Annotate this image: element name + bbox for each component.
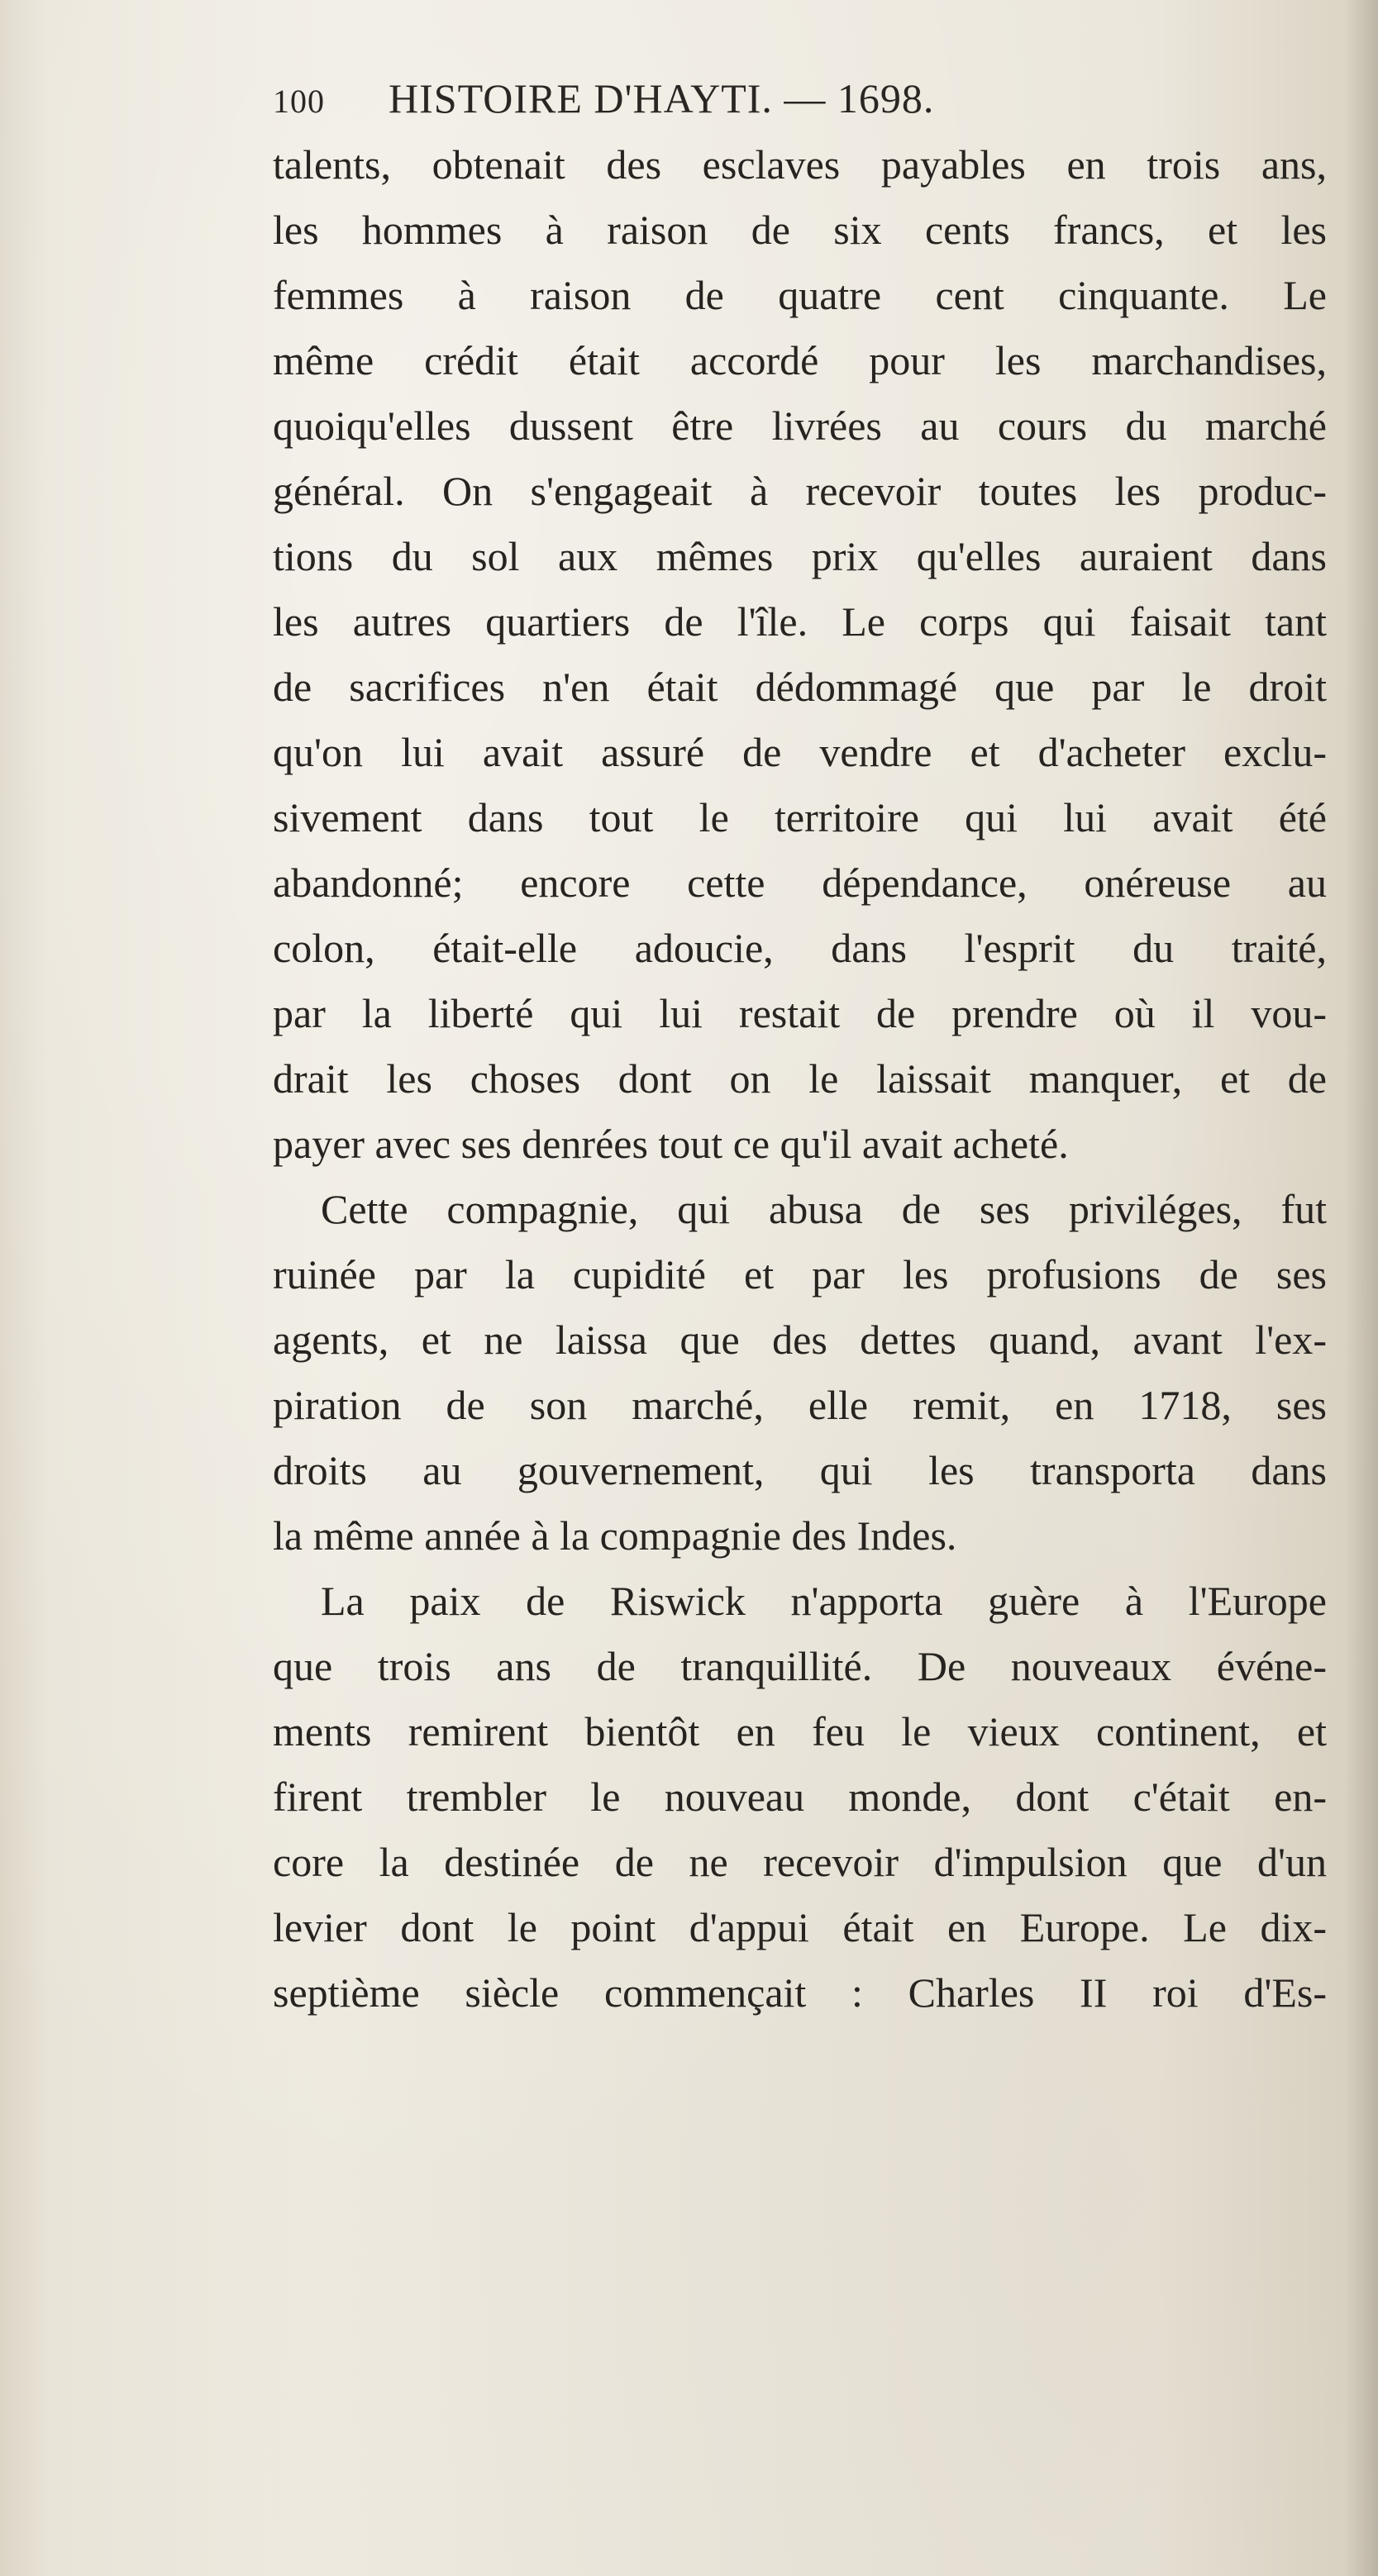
text-line: qu'on lui avait assuré de vendre et d'acheter exclu- <box>273 729 1327 775</box>
text-line: ments remirent bientôt en feu le vieux continent, et <box>273 1708 1327 1755</box>
text-line: par la liberté qui lui restait de prendre où il vou- <box>273 990 1327 1036</box>
running-title: HISTOIRE D'HAYTI. — 1698. <box>389 75 935 121</box>
text-line: ruinée par la cupidité et par les profusions de ses <box>273 1251 1327 1298</box>
paragraph <box>273 132 1327 1177</box>
text-line: les hommes à raison de six cents francs, et les <box>273 207 1327 253</box>
paragraph <box>273 1569 1327 2026</box>
page-edge-shadow <box>1345 0 1378 2576</box>
text-line: septième siècle commençait : Charles II roi d'Es- <box>273 1969 1327 2016</box>
text-line: agents, et ne laissa que des dettes quand, avant l'ex- <box>273 1317 1327 1363</box>
text-line: payer avec ses denrées tout ce qu'il avait acheté. <box>273 1121 1069 1167</box>
text-line: les autres quartiers de l'île. Le corps qui faisait tant <box>273 598 1327 645</box>
text-line: la même année à la compagnie des Indes. <box>273 1512 957 1559</box>
body-text <box>273 132 1327 2026</box>
text-line: levier dont le point d'appui était en Europe. Le dix- <box>273 1904 1327 1950</box>
text-line: tions du sol aux mêmes prix qu'elles auraient dans <box>273 533 1327 579</box>
running-header <box>273 74 1347 124</box>
page-number: 100 <box>273 83 325 120</box>
text-line: général. On s'engageait à recevoir toutes les produc- <box>273 468 1327 514</box>
text-line: sivement dans tout le territoire qui lui avait été <box>273 794 1327 840</box>
text-line: que trois ans de tranquillité. De nouveaux événe- <box>273 1643 1327 1689</box>
text-line: piration de son marché, elle remit, en 1718, ses <box>273 1382 1327 1428</box>
paragraph <box>273 1177 1327 1569</box>
text-line: colon, était-elle adoucie, dans l'esprit du traité, <box>273 925 1327 971</box>
text-line: core la destinée de ne recevoir d'impulsion que d'un <box>273 1839 1327 1885</box>
text-line: firent trembler le nouveau monde, dont c'était en- <box>273 1774 1327 1820</box>
text-line: quoiqu'elles dussent être livrées au cours du marché <box>273 402 1327 449</box>
text-line: même crédit était accordé pour les marchandises, <box>273 337 1327 383</box>
text-line: femmes à raison de quatre cent cinquante. Le <box>273 272 1327 318</box>
text-line: abandonné; encore cette dépendance, onéreuse au <box>273 859 1327 906</box>
text-line: droits au gouvernement, qui les transporta dans <box>273 1447 1327 1493</box>
text-line: drait les choses dont on le laissait manquer, et de <box>273 1055 1327 1102</box>
text-line: Cette compagnie, qui abusa de ses priviléges, fut <box>321 1186 1327 1232</box>
text-line: de sacrifices n'en était dédommagé que par le droit <box>273 664 1327 710</box>
text-line: talents, obtenait des esclaves payables en trois ans, <box>273 141 1327 188</box>
text-line: La paix de Riswick n'apporta guère à l'Europe <box>321 1578 1327 1624</box>
